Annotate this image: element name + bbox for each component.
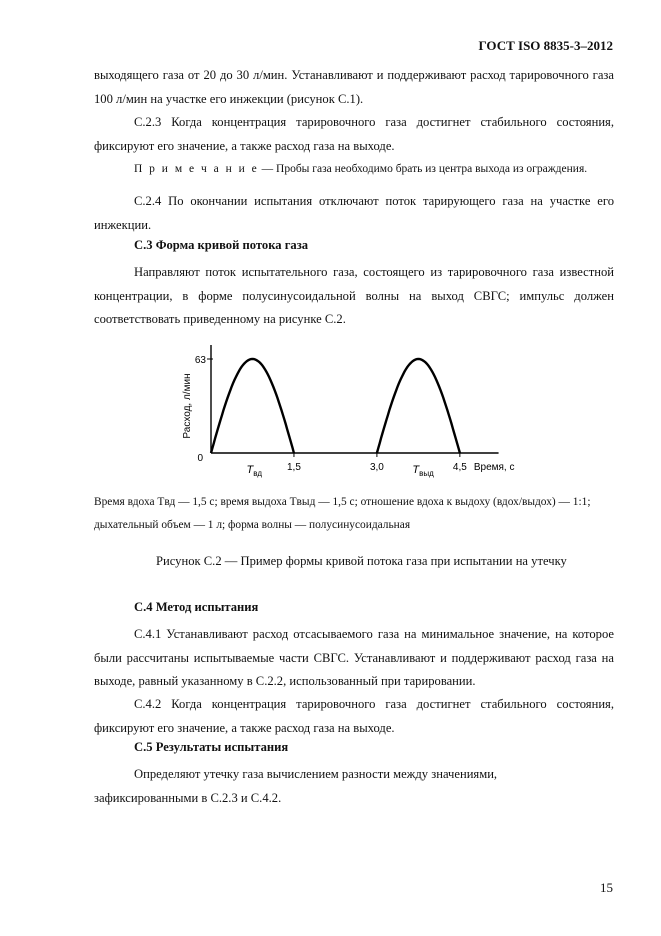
y-tick-label: 0 (197, 453, 203, 464)
x-marker-label: $T_{выд}$ (412, 464, 434, 478)
paragraph-c3: Направляют поток испытательного газа, состоящего из тарировочного газа известной концентрации, в форме полусинусоидальной волны на выход СВГС; импульс должен соответствовать приведенному на рисунке С.2. (94, 265, 614, 326)
series-line-2 (377, 359, 460, 453)
note-label: П р и м е ч а н и е (134, 163, 259, 175)
chart-axes (207, 345, 499, 457)
flow-curve-chart (0, 345, 661, 485)
paragraph-c5: Определяют утечку газа вычислением разности между значениями, зафиксированными в С.2.3 и С.4.2. (94, 767, 498, 805)
x-tick-label: 3,0 (369, 462, 384, 473)
chart-series (211, 359, 460, 453)
x-axis-label: Время, с (473, 462, 515, 473)
y-tick-label: 63 (194, 355, 206, 366)
x-tick-label: 4,5 (452, 462, 467, 473)
page-number: 15 (600, 880, 613, 895)
x-tick-label: 1,5 (286, 462, 301, 473)
section-heading-c5: С.5 Результаты испытания (134, 740, 289, 754)
note (94, 158, 614, 182)
section-heading-c3: С.3 Форма кривой потока газа (134, 238, 309, 252)
x-marker-label: $T_{вд}$ (246, 464, 263, 478)
figure-title: Рисунок С.2 — Пример формы кривой потока газа при испытании на утечку (156, 554, 567, 568)
note-text: — Пробы газа необходимо брать из центра выхода из ограждения. (258, 163, 588, 175)
paragraph: выходящего газа от 20 до 30 л/мин. Устанавливают и поддерживают расход тарировочного газа 100 л/мин на участке его инжекции (рисунок С.1). (94, 68, 614, 106)
paragraph-c2-3: С.2.3 Когда концентрация тарировочного газа достигнет стабильного состояния, фиксируют его значение, а также расход газа на выходе. (94, 115, 614, 153)
chart-labels (182, 355, 514, 478)
section-heading-c4: С.4 Метод испытания (134, 600, 259, 614)
paragraph-c4-2: С.4.2 Когда концентрация тарировочного газа достигнет стабильного состояния, фиксируют его значение, а также расход газа на выходе. (94, 697, 614, 735)
y-axis-label: Расход, л/мин (182, 373, 193, 439)
paragraph-c2-4: С.2.4 По окончании испытания отключают поток тарирующего газа на участке его инжекции. (94, 194, 614, 232)
figure-caption: Время вдоха Tвд — 1,5 с; время выдоха Tвыд — 1,5 с; отношение вдоха к выдоху (вдох/выдох) — 1:1; дыхательный объем — 1 л; форма волны — полусинусоидальная (94, 496, 591, 531)
series-line-1 (211, 359, 294, 453)
paragraph-c4-1: С.4.1 Устанавливают расход отсасываемого газа на минимальное значение, на которое были рассчитаны испытываемые части СВГС. Устанавливают и поддерживают расход газа на выходе, равный указанному в С.2.2, использованный при тарировании. (94, 627, 614, 688)
document-header: ГОСТ ISO 8835-3–2012 (478, 38, 613, 53)
